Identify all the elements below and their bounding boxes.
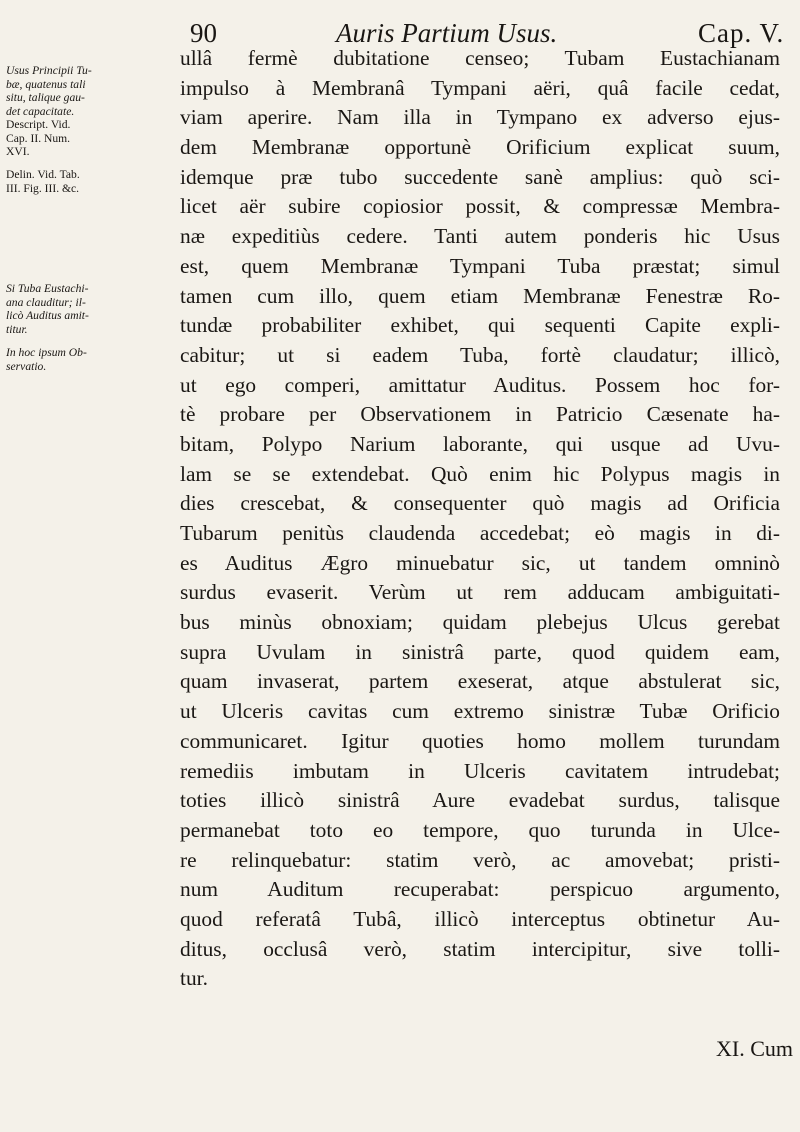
margin-note-si-tuba — [6, 282, 176, 336]
margin-note-observatio — [6, 346, 176, 373]
text-line: tur. — [180, 966, 208, 991]
text-line: toties illicò sinistrâ Aure evadebat surdus, talisque — [180, 788, 780, 813]
margin-note-line: Cap. II. Num. — [6, 131, 71, 145]
margin-note-line: Si Tuba Eustachi- — [6, 282, 89, 295]
text-line: dem Membranæ opportunè Orificium explicat suum, — [180, 135, 780, 160]
margin-note-line: ana clauditur; il- — [6, 295, 86, 309]
text-line: cabitur; ut si eadem Tuba, fortè claudatur; illicò, — [180, 342, 780, 367]
page-number: 90 — [190, 18, 217, 48]
margin-note-line: licò Auditus amit- — [6, 309, 89, 323]
margin-note-line: In hoc ipsum Ob- — [6, 346, 87, 359]
margin-note-line: servatio. — [6, 359, 47, 373]
text-line: es Auditus Ægro minuebatur sic, ut tandem omninò — [180, 550, 780, 575]
text-line: næ expeditiùs cedere. Tanti autem ponderis hic Usus — [180, 224, 780, 249]
running-title: Auris Partium Usus. — [336, 18, 558, 48]
text-line: tamen cum illo, quem etiam Membranæ Fenestræ Ro- — [180, 283, 780, 308]
text-line: impulso à Membranâ Tympani aëri, quâ facile cedat, — [180, 75, 780, 100]
text-line: ullâ fermè dubitatione censeo; Tubam Eustachianam — [180, 46, 780, 70]
margin-note-line: titur. — [6, 322, 28, 336]
text-line: lam se se extendebat. Quò enim hic Polypus magis in — [180, 461, 780, 486]
margin-note-line: Usus Principii Tu- — [6, 64, 92, 77]
page-header — [0, 8, 800, 48]
text-line: viam aperire. Nam illa in Tympano ex adverso ejus- — [180, 105, 780, 130]
text-line: ditus, occlusâ verò, statim intercipitur, sive tolli- — [180, 936, 780, 961]
margin-note-line: Descript. Vid. — [6, 118, 71, 131]
text-line: quod referatâ Tubâ, illicò interceptus obtinetur Au- — [180, 906, 780, 931]
text-line: bus minùs obnoxiam; quidam plebejus Ulcus gerebat — [180, 610, 780, 635]
margin-note-line: III. Fig. III. &c. — [6, 181, 80, 195]
margin-note-line: XVI. — [6, 145, 30, 159]
text-line: re relinquebatur: statim verò, ac amovebat; pristi- — [180, 847, 780, 872]
margin-note-line: bæ, quatenus tali — [6, 77, 86, 91]
text-line: Tubarum penitùs claudenda accedebat; eò magis in di- — [180, 521, 780, 545]
text-line: ut Ulceris cavitas cum extremo sinistræ Tubæ Orificio — [180, 699, 780, 724]
text-line: ut ego comperi, amittatur Auditus. Possem hoc for- — [180, 372, 780, 397]
text-line: supra Uvulam in sinistrâ parte, quod quidem eam, — [180, 639, 780, 664]
catchword: XI. Cum — [716, 1036, 793, 1061]
margin-note-delin — [6, 168, 176, 195]
margin-note-line: situ, talique gau- — [6, 91, 85, 105]
margin-note-descript — [6, 118, 176, 159]
text-line: est, quem Membranæ Tympani Tuba præstat; simul — [180, 253, 780, 278]
text-line: tè probare per Observationem in Patricio Cæsenate ha- — [180, 402, 780, 427]
margin-note-line: Delin. Vid. Tab. — [6, 168, 80, 181]
text-line: tundæ probabiliter exhibet, qui sequenti Capite expli- — [180, 313, 780, 338]
text-line: licet aër subire copiosior possit, & compressæ Membra- — [180, 194, 780, 219]
text-line: idemque præ tubo succedente sanè amplius: quò sci- — [180, 164, 780, 189]
text-line: num Auditum recuperabat: perspicuo argumento, — [180, 877, 780, 902]
chapter-label: Cap. V. — [698, 18, 785, 48]
text-line: remediis imbutam in Ulceris cavitatem intrudebat; — [180, 758, 780, 783]
text-line: communicaret. Igitur quoties homo mollem turundam — [180, 728, 780, 753]
text-line: quam invaserat, partem exeserat, atque abstulerat sic, — [180, 669, 780, 694]
text-line: permanebat toto eo tempore, quo turunda in Ulce- — [180, 817, 780, 842]
text-line: dies crescebat, & consequenter quò magis ad Orificia — [180, 491, 780, 516]
margin-note-line: det capacitate. — [6, 104, 75, 118]
text-line: surdus evaserit. Verùm ut rem adducam ambiguitati- — [180, 580, 780, 605]
text-line: bitam, Polypo Narium laborante, qui usque ad Uvu- — [180, 431, 780, 456]
main-text — [180, 44, 780, 994]
margin-note-usus — [6, 64, 176, 118]
